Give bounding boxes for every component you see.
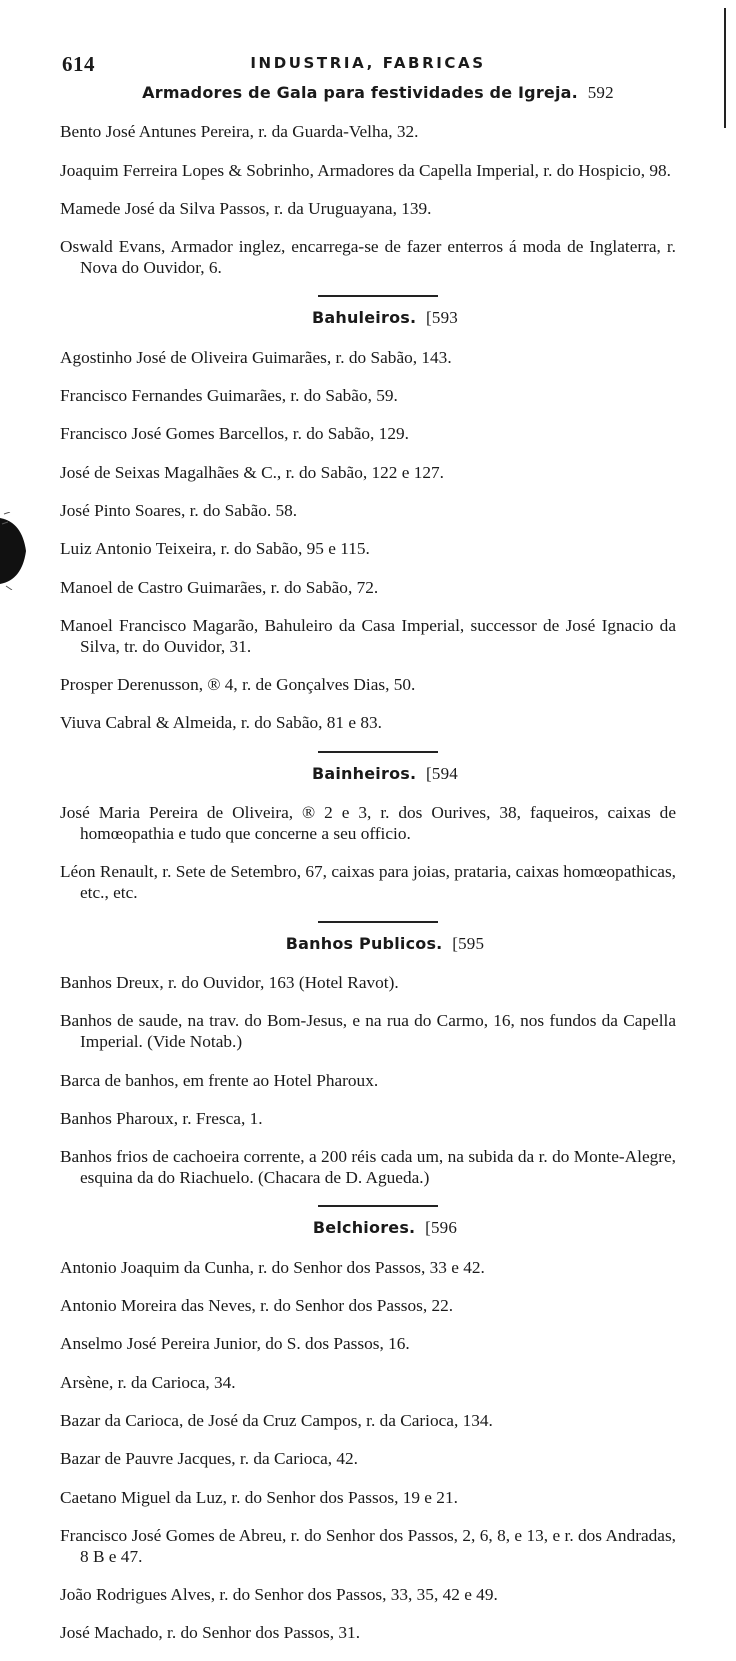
binding-hole-mark bbox=[0, 512, 30, 590]
section-divider bbox=[318, 751, 438, 753]
list-item: Luiz Antonio Teixeira, r. do Sabão, 95 e 115. bbox=[60, 539, 370, 559]
section-number: [595 bbox=[452, 933, 485, 953]
list-item: Arsène, r. da Carioca, 34. bbox=[60, 1372, 236, 1392]
list-item: Bazar da Carioca, de José da Cruz Campos, r. da Carioca, 134. bbox=[60, 1410, 493, 1430]
list-item: Prosper Derenusson, ® 4, r. de Gonçalves Dias, 50. bbox=[60, 675, 416, 695]
list-item: Oswald Evans, Armador inglez, encarrega-se de fazer enterros á moda de Inglaterra, r. Nova do Ouvidor, 6. bbox=[60, 237, 676, 278]
list-item: Antonio Moreira das Neves, r. do Senhor dos Passos, 22. bbox=[60, 1296, 454, 1316]
section-bainheiros bbox=[60, 763, 676, 904]
list-item: Banhos Pharoux, r. Fresca, 1. bbox=[60, 1108, 263, 1128]
page-body bbox=[60, 82, 676, 1661]
section-banhos-publicos bbox=[60, 933, 676, 1188]
list-item: Agostinho José de Oliveira Guimarães, r. do Sabão, 143. bbox=[60, 347, 452, 367]
section-heading bbox=[94, 1217, 676, 1239]
list-item: João Rodrigues Alves, r. do Senhor dos Passos, 33, 35, 42 e 49. bbox=[60, 1585, 498, 1605]
section-armadores bbox=[60, 82, 676, 278]
list-item: José Pinto Soares, r. do Sabão. 58. bbox=[60, 500, 298, 520]
list-item: Viuva Cabral & Almeida, r. do Sabão, 81 e 83. bbox=[60, 713, 382, 733]
list-item: Mamede José da Silva Passos, r. da Uruguayana, 139. bbox=[60, 198, 432, 218]
list-item: Anselmo José Pereira Junior, do S. dos Passos, 16. bbox=[60, 1334, 410, 1354]
section-number: [593 bbox=[426, 308, 459, 328]
section-bahuleiros bbox=[60, 307, 676, 733]
list-item: Banhos frios de cachoeira corrente, a 200 réis cada um, na subida da r. do Monte-Alegre, esquina da do Riachuelo. (Chacara de D. Agueda.) bbox=[60, 1147, 676, 1188]
list-item: Banhos Dreux, r. do Ouvidor, 163 (Hotel Ravot). bbox=[60, 972, 399, 992]
list-item: Francisco José Gomes de Abreu, r. do Senhor dos Passos, 2, 6, 8, e 13, e r. dos Andradas, 8 B e 47. bbox=[60, 1525, 676, 1566]
section-title: Belchiores. bbox=[312, 1218, 416, 1238]
list-item: Manoel Francisco Magarão, Bahuleiro da Casa Imperial, successor de José Ignacio da Silva, tr. do Ouvidor, 31. bbox=[60, 615, 676, 656]
page-title: INDUSTRIA, FABRICAS bbox=[250, 54, 486, 72]
running-header bbox=[62, 50, 674, 76]
section-divider bbox=[318, 1205, 438, 1207]
list-item: José Maria Pereira de Oliveira, ® 2 e 3, r. dos Ourives, 38, faqueiros, caixas de homœopathia e tudo que concerne a seu officio. bbox=[60, 803, 676, 844]
list-item: Caetano Miguel da Luz, r. do Senhor dos Passos, 19 e 21. bbox=[60, 1487, 458, 1507]
list-item: Francisco Fernandes Guimarães, r. do Sabão, 59. bbox=[60, 386, 398, 406]
list-item: Bento José Antunes Pereira, r. da Guarda-Velha, 32. bbox=[60, 122, 419, 142]
section-heading bbox=[80, 82, 676, 104]
section-divider bbox=[318, 295, 438, 297]
section-title: Bainheiros. bbox=[311, 763, 417, 783]
section-number: [594 bbox=[426, 763, 459, 783]
list-item: José Machado, r. do Senhor dos Passos, 31. bbox=[60, 1623, 361, 1643]
section-number: [596 bbox=[425, 1218, 458, 1238]
section-number: 592 bbox=[587, 83, 614, 102]
page-edge-rule bbox=[724, 8, 726, 128]
section-title: Bahuleiros. bbox=[311, 308, 417, 328]
section-heading bbox=[94, 933, 676, 955]
list-item: Bazar de Pauvre Jacques, r. da Carioca, 42. bbox=[60, 1449, 358, 1469]
section-heading bbox=[94, 307, 676, 329]
list-item: Barca de banhos, em frente ao Hotel Pharoux. bbox=[60, 1070, 379, 1090]
section-title: Armadores de Gala para festividades de Igreja. bbox=[142, 83, 578, 102]
list-item: Manoel de Castro Guimarães, r. do Sabão, 72. bbox=[60, 577, 379, 597]
page-number: 614 bbox=[62, 52, 95, 76]
section-heading bbox=[94, 763, 676, 785]
list-item: José de Seixas Magalhães & C., r. do Sabão, 122 e 127. bbox=[60, 462, 444, 482]
section-divider bbox=[318, 921, 438, 923]
section-title: Banhos Publicos. bbox=[285, 933, 443, 953]
list-item: Joaquim Ferreira Lopes & Sobrinho, Armadores da Capella Imperial, r. do Hospicio, 98. bbox=[60, 160, 671, 180]
list-item: Léon Renault, r. Sete de Setembro, 67, caixas para joias, prataria, caixas homœopathicas, etc., etc. bbox=[60, 862, 676, 903]
list-item: Banhos de saude, na trav. do Bom-Jesus, e na rua do Carmo, 16, nos fundos da Capella Imperial. (Vide Notab.) bbox=[60, 1011, 676, 1052]
list-item: Antonio Joaquim da Cunha, r. do Senhor dos Passos, 33 e 42. bbox=[60, 1257, 485, 1277]
section-belchiores bbox=[60, 1217, 676, 1643]
list-item: Francisco José Gomes Barcellos, r. do Sabão, 129. bbox=[60, 424, 409, 444]
